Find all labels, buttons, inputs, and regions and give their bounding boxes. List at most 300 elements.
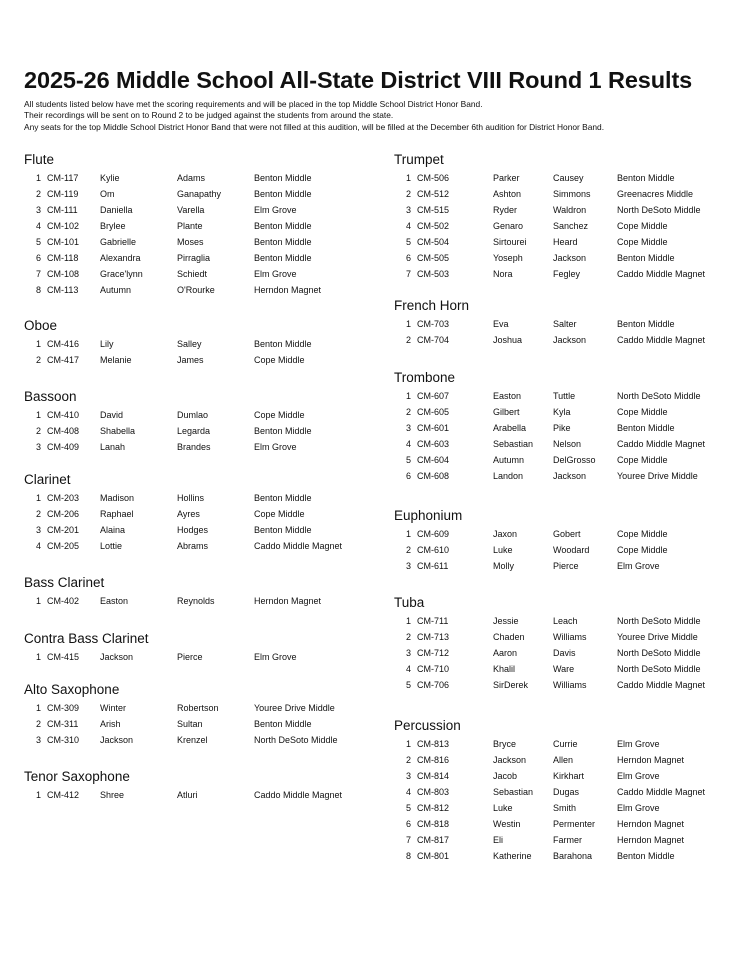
last-name: Pike [553, 423, 571, 433]
seat-number: 2 [405, 335, 411, 345]
section-title: Euphonium [394, 508, 463, 523]
student-code: CM-113 [47, 285, 79, 295]
seat-number: 2 [35, 426, 41, 436]
first-name: Nora [493, 269, 513, 279]
seat-number: 1 [405, 616, 411, 626]
last-name: Tuttle [553, 391, 576, 401]
result-row [24, 538, 369, 554]
seat-number: 3 [405, 423, 411, 433]
first-name: Jackson [493, 755, 527, 765]
seat-number: 2 [35, 509, 41, 519]
last-name: Leach [553, 616, 578, 626]
seat-number: 2 [35, 719, 41, 729]
student-code: CM-203 [47, 493, 80, 503]
school-name: Benton Middle [254, 237, 312, 247]
result-row [394, 768, 739, 784]
student-code: CM-515 [417, 205, 450, 215]
result-row [394, 332, 739, 348]
last-name: Brandes [177, 442, 211, 452]
first-name: Jessie [493, 616, 519, 626]
last-name: Jackson [553, 253, 587, 263]
first-name: Luke [493, 545, 513, 555]
seat-number: 3 [35, 442, 41, 452]
school-name: Benton Middle [254, 719, 312, 729]
result-row [24, 186, 369, 202]
result-row [24, 170, 369, 186]
first-name: Grace'lynn [100, 269, 143, 279]
seat-number: 5 [35, 237, 41, 247]
seat-number: 1 [35, 410, 41, 420]
first-name: Katherine [493, 851, 532, 861]
result-row [24, 787, 369, 803]
result-row [24, 522, 369, 538]
school-name: Caddo Middle Magnet [254, 790, 343, 800]
section-clarinet [24, 472, 369, 554]
last-name: Kirkhart [553, 771, 585, 781]
result-row [24, 439, 369, 455]
student-code: CM-415 [47, 652, 80, 662]
first-name: Ashton [493, 189, 522, 199]
student-code: CM-812 [417, 803, 450, 813]
school-name: Elm Grove [617, 803, 660, 813]
last-name: Adams [177, 173, 206, 183]
student-code: CM-608 [417, 471, 450, 481]
result-row [394, 468, 739, 484]
first-name: SirDerek [493, 680, 529, 690]
last-name: DelGrosso [553, 455, 596, 465]
school-name: North DeSoto Middle [617, 616, 701, 626]
school-name: Herndon Magnet [617, 755, 685, 765]
school-name: Benton Middle [254, 525, 312, 535]
last-name: Permenter [553, 819, 596, 829]
section-title: Flute [24, 152, 55, 167]
first-name: Winter [100, 703, 127, 713]
school-name: Benton Middle [617, 423, 675, 433]
seat-number: 5 [405, 803, 411, 813]
result-row [394, 234, 739, 250]
section-title: Contra Bass Clarinet [24, 631, 149, 646]
result-row [24, 407, 369, 423]
last-name: Davis [553, 648, 576, 658]
first-name: Jaxon [493, 529, 518, 539]
student-code: CM-818 [417, 819, 450, 829]
school-name: Cope Middle [254, 509, 305, 519]
result-row [394, 218, 739, 234]
first-name: Alexandra [100, 253, 141, 263]
result-row [394, 677, 739, 693]
seat-number: 1 [405, 529, 411, 539]
first-name: Khalil [493, 664, 516, 674]
school-name: Benton Middle [254, 189, 312, 199]
student-code: CM-408 [47, 426, 80, 436]
school-name: Benton Middle [254, 221, 312, 231]
result-row [394, 736, 739, 752]
intro-text [24, 99, 604, 133]
first-name: Ryder [493, 205, 518, 215]
first-name: Easton [100, 596, 129, 606]
student-code: CM-311 [47, 719, 79, 729]
school-name: Caddo Middle Magnet [617, 439, 706, 449]
student-code: CM-206 [47, 509, 80, 519]
section-bass-clarinet [24, 575, 369, 609]
student-code: CM-816 [417, 755, 450, 765]
student-code: CM-111 [47, 205, 78, 215]
first-name: Landon [493, 471, 524, 481]
student-code: CM-801 [417, 851, 450, 861]
section-title: Tenor Saxophone [24, 769, 130, 784]
result-row [24, 218, 369, 234]
school-name: Elm Grove [617, 771, 660, 781]
result-row [394, 420, 739, 436]
first-name: Westin [493, 819, 521, 829]
last-name: Dumlao [177, 410, 209, 420]
first-name: Lily [100, 339, 114, 349]
first-name: Parker [493, 173, 520, 183]
student-code: CM-502 [417, 221, 450, 231]
result-row [394, 629, 739, 645]
student-code: CM-605 [417, 407, 450, 417]
last-name: Hollins [177, 493, 205, 503]
first-name: Shree [100, 790, 125, 800]
result-row [394, 250, 739, 266]
seat-number: 3 [35, 525, 41, 535]
school-name: Youree Drive Middle [617, 632, 698, 642]
result-row [394, 784, 739, 800]
first-name: Melanie [100, 355, 132, 365]
first-name: David [100, 410, 124, 420]
last-name: Schiedt [177, 269, 208, 279]
last-name: Simmons [553, 189, 591, 199]
student-code: CM-505 [417, 253, 450, 263]
first-name: Joshua [493, 335, 523, 345]
section-trombone [394, 370, 739, 484]
result-row [24, 490, 369, 506]
last-name: Krenzel [177, 735, 208, 745]
student-code: CM-310 [47, 735, 80, 745]
section-title: Trumpet [394, 152, 444, 167]
first-name: Lottie [100, 541, 123, 551]
section-percussion [394, 718, 739, 864]
student-code: CM-503 [417, 269, 450, 279]
seat-number: 2 [405, 755, 411, 765]
student-code: CM-704 [417, 335, 450, 345]
last-name: Gobert [553, 529, 581, 539]
student-code: CM-601 [417, 423, 450, 433]
seat-number: 1 [405, 391, 411, 401]
first-name: Molly [493, 561, 515, 571]
school-name: Cope Middle [254, 355, 305, 365]
section-euphonium [394, 508, 739, 574]
first-name: Eva [493, 319, 509, 329]
seat-number: 3 [405, 648, 411, 658]
school-name: North DeSoto Middle [617, 648, 701, 658]
seat-number: 4 [405, 439, 411, 449]
school-name: Benton Middle [254, 173, 312, 183]
seat-number: 1 [35, 790, 41, 800]
school-name: Caddo Middle Magnet [617, 269, 706, 279]
intro-line: Any seats for the top Middle School District Honor Band that were not filled at this audition, will be filled at the December 6th audition for District Honor Band. [24, 121, 605, 132]
result-row [394, 202, 739, 218]
section-trumpet [394, 152, 739, 282]
school-name: Caddo Middle Magnet [254, 541, 343, 551]
first-name: Daniella [100, 205, 133, 215]
school-name: Cope Middle [617, 237, 668, 247]
result-row [394, 661, 739, 677]
student-code: CM-703 [417, 319, 450, 329]
section-bassoon [24, 389, 369, 455]
last-name: James [177, 355, 204, 365]
student-code: CM-713 [417, 632, 450, 642]
last-name: Moses [177, 237, 204, 247]
result-row [24, 716, 369, 732]
school-name: Youree Drive Middle [617, 471, 698, 481]
student-code: CM-604 [417, 455, 450, 465]
last-name: Robertson [177, 703, 219, 713]
last-name: Pierce [553, 561, 579, 571]
last-name: Ganapathy [177, 189, 222, 199]
student-code: CM-309 [47, 703, 80, 713]
section-title: Clarinet [24, 472, 71, 487]
student-code: CM-506 [417, 173, 450, 183]
first-name: Sebastian [493, 439, 534, 449]
result-row [394, 800, 739, 816]
seat-number: 5 [405, 455, 411, 465]
seat-number: 2 [405, 632, 411, 642]
first-name: Autumn [493, 455, 525, 465]
seat-number: 6 [405, 819, 411, 829]
first-name: Brylee [100, 221, 126, 231]
last-name: Hodges [177, 525, 209, 535]
result-row [24, 593, 369, 609]
student-code: CM-101 [47, 237, 80, 247]
student-code: CM-512 [417, 189, 450, 199]
result-row [394, 645, 739, 661]
school-name: Elm Grove [254, 652, 297, 662]
seat-number: 1 [35, 493, 41, 503]
intro-line: All students listed below have met the scoring requirements and will be placed in the top Middle School District Honor Band. [24, 99, 483, 109]
first-name: Gilbert [493, 407, 520, 417]
last-name: Salter [553, 319, 577, 329]
school-name: Benton Middle [254, 339, 312, 349]
first-name: Jackson [100, 652, 134, 662]
last-name: Kyla [553, 407, 571, 417]
school-name: Cope Middle [617, 545, 668, 555]
student-code: CM-412 [47, 790, 80, 800]
student-code: CM-610 [417, 545, 450, 555]
result-row [394, 452, 739, 468]
seat-number: 4 [405, 221, 411, 231]
section-title: French Horn [394, 298, 470, 313]
student-code: CM-402 [47, 596, 80, 606]
seat-number: 4 [405, 787, 411, 797]
first-name: Luke [493, 803, 513, 813]
first-name: Aaron [493, 648, 518, 658]
school-name: Cope Middle [617, 529, 668, 539]
first-name: Jacob [493, 771, 518, 781]
last-name: Jackson [553, 471, 587, 481]
first-name: Alaina [100, 525, 126, 535]
result-row [394, 266, 739, 282]
last-name: Waldron [553, 205, 587, 215]
last-name: Fegley [553, 269, 581, 279]
result-row [394, 558, 739, 574]
seat-number: 6 [35, 253, 41, 263]
seat-number: 1 [405, 319, 411, 329]
seat-number: 5 [405, 237, 411, 247]
last-name: Barahona [553, 851, 593, 861]
seat-number: 4 [35, 221, 41, 231]
school-name: North DeSoto Middle [617, 205, 701, 215]
school-name: Elm Grove [617, 739, 660, 749]
student-code: CM-712 [417, 648, 450, 658]
first-name: Easton [493, 391, 522, 401]
result-row [394, 542, 739, 558]
last-name: Reynolds [177, 596, 215, 606]
result-row [24, 423, 369, 439]
seat-number: 3 [405, 771, 411, 781]
student-code: CM-416 [47, 339, 80, 349]
last-name: Atluri [177, 790, 198, 800]
student-code: CM-504 [417, 237, 450, 247]
result-row [394, 816, 739, 832]
last-name: Williams [553, 680, 587, 690]
school-name: Herndon Magnet [617, 819, 685, 829]
school-name: Herndon Magnet [254, 285, 322, 295]
first-name: Arish [100, 719, 121, 729]
last-name: Nelson [553, 439, 582, 449]
school-name: Caddo Middle Magnet [617, 335, 706, 345]
last-name: Varella [177, 205, 205, 215]
first-name: Sirtourei [493, 237, 527, 247]
result-row [24, 250, 369, 266]
section-contra-bass-clarinet [24, 631, 369, 665]
school-name: Elm Grove [254, 205, 297, 215]
section-oboe [24, 318, 369, 368]
school-name: Benton Middle [254, 253, 312, 263]
section-title: Bassoon [24, 389, 77, 404]
result-row [24, 732, 369, 748]
school-name: Benton Middle [617, 319, 675, 329]
school-name: North DeSoto Middle [617, 664, 701, 674]
page-title: 2025-26 Middle School All-State District VIII Round 1 Results [24, 67, 693, 93]
result-row [394, 526, 739, 542]
last-name: Pirraglia [177, 253, 211, 263]
last-name: Sanchez [553, 221, 589, 231]
seat-number: 2 [405, 189, 411, 199]
seat-number: 1 [35, 652, 41, 662]
last-name: Currie [553, 739, 578, 749]
student-code: CM-201 [47, 525, 80, 535]
seat-number: 7 [35, 269, 41, 279]
first-name: Lanah [100, 442, 126, 452]
section-tenor-saxophone [24, 769, 369, 803]
result-row [394, 848, 739, 864]
seat-number: 6 [405, 253, 411, 263]
school-name: Cope Middle [617, 221, 668, 231]
section-title: Trombone [394, 370, 456, 385]
section-title: Bass Clarinet [24, 575, 105, 590]
student-code: CM-205 [47, 541, 80, 551]
seat-number: 4 [35, 541, 41, 551]
first-name: Jackson [100, 735, 134, 745]
school-name: Benton Middle [617, 851, 675, 861]
result-row [24, 649, 369, 665]
first-name: Autumn [100, 285, 132, 295]
result-row [394, 752, 739, 768]
school-name: Cope Middle [617, 455, 668, 465]
student-code: CM-417 [47, 355, 80, 365]
result-row [24, 506, 369, 522]
seat-number: 8 [405, 851, 411, 861]
section-alto-saxophone [24, 682, 369, 748]
seat-number: 1 [35, 596, 41, 606]
school-name: Benton Middle [254, 426, 312, 436]
last-name: Sultan [177, 719, 203, 729]
first-name: Arabella [493, 423, 527, 433]
section-title: Tuba [394, 595, 425, 610]
school-name: Elm Grove [254, 269, 297, 279]
school-name: Cope Middle [617, 407, 668, 417]
school-name: Herndon Magnet [617, 835, 685, 845]
section-french-horn [394, 298, 739, 348]
seat-number: 8 [35, 285, 41, 295]
first-name: Kylie [100, 173, 120, 183]
student-code: CM-108 [47, 269, 80, 279]
student-code: CM-711 [417, 616, 449, 626]
student-code: CM-119 [47, 189, 79, 199]
student-code: CM-611 [417, 561, 449, 571]
seat-number: 3 [35, 205, 41, 215]
student-code: CM-817 [417, 835, 450, 845]
student-code: CM-710 [417, 664, 450, 674]
first-name: Sebastian [493, 787, 534, 797]
intro-line: Their recordings will be sent on to Round 2 to be judged against the students from around the state. [24, 110, 394, 121]
first-name: Eli [493, 835, 504, 845]
school-name: Cope Middle [254, 410, 305, 420]
seat-number: 2 [35, 189, 41, 199]
last-name: Ware [553, 664, 575, 674]
student-code: CM-603 [417, 439, 450, 449]
school-name: North DeSoto Middle [617, 391, 701, 401]
last-name: Plante [177, 221, 203, 231]
result-row [24, 266, 369, 282]
seat-number: 1 [35, 173, 41, 183]
last-name: Ayres [177, 509, 200, 519]
seat-number: 5 [405, 680, 411, 690]
seat-number: 1 [35, 339, 41, 349]
result-row [394, 613, 739, 629]
last-name: Jackson [553, 335, 587, 345]
school-name: Caddo Middle Magnet [617, 680, 706, 690]
last-name: Smith [553, 803, 577, 813]
first-name: Gabrielle [100, 237, 137, 247]
first-name: Om [100, 189, 115, 199]
section-title: Percussion [394, 718, 461, 733]
school-name: North DeSoto Middle [254, 735, 338, 745]
seat-number: 2 [405, 407, 411, 417]
school-name: Benton Middle [254, 493, 312, 503]
last-name: Legarda [177, 426, 211, 436]
school-name: Elm Grove [617, 561, 660, 571]
student-code: CM-117 [47, 173, 79, 183]
school-name: Herndon Magnet [254, 596, 322, 606]
result-row [24, 282, 369, 298]
student-code: CM-609 [417, 529, 450, 539]
seat-number: 6 [405, 471, 411, 481]
school-name: Benton Middle [617, 253, 675, 263]
section-tuba [394, 595, 739, 693]
first-name: Chaden [493, 632, 525, 642]
